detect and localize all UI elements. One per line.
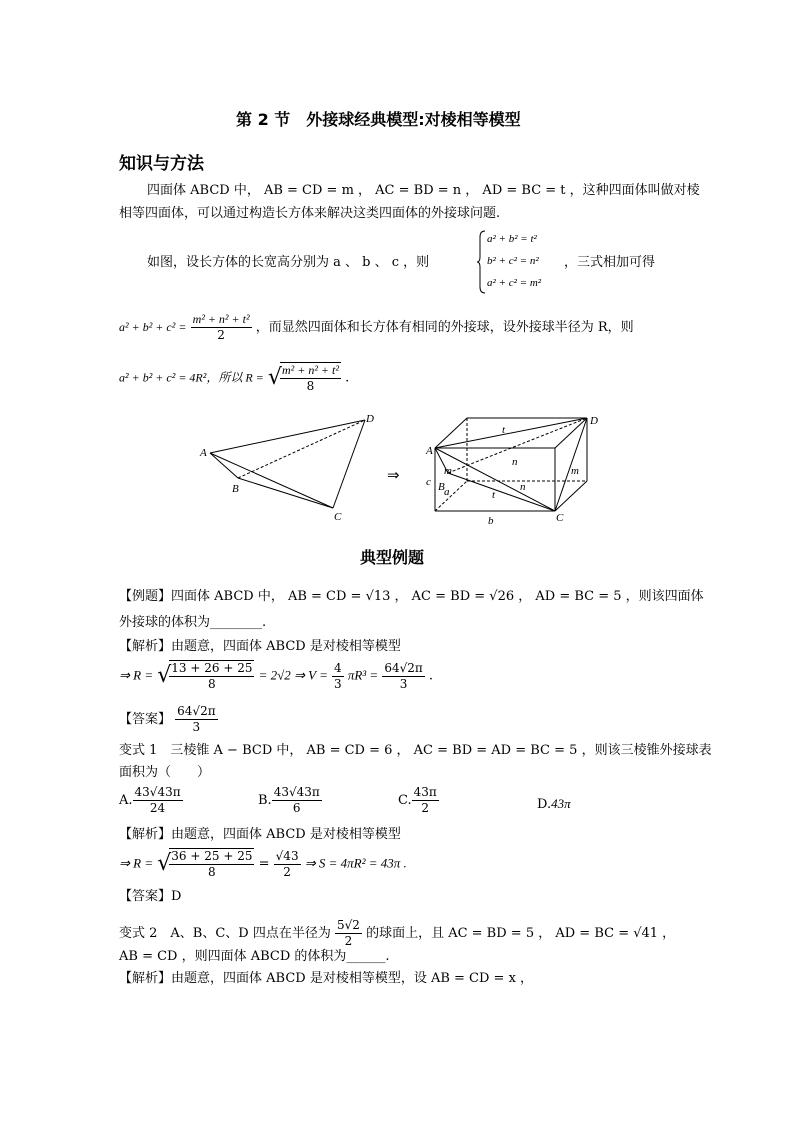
knowledge-line-3 [119, 312, 634, 343]
svg-text:m: m [444, 465, 452, 477]
right-label-b: B [438, 481, 445, 493]
svg-text:c: c [426, 476, 431, 488]
example-3-analysis: 【解析】由题意，四面体 ABCD 是对棱相等模型，设 AB = CD = x ， [119, 971, 534, 986]
example-1-question-line-1: 【例题】四面体 ABCD 中， AB = CD = √13 ， AC = BD = √26 ， AD = BC = 5 ，则该四面体 [119, 589, 704, 604]
example-2-analysis: 【解析】由题意，四面体 ABCD 是对棱相等模型 [119, 827, 401, 842]
right-label-a: A [426, 445, 433, 457]
section-heading-examples: 典型例题 [360, 548, 425, 567]
example-1-question-line-2: 外接球的体积为________. [119, 615, 267, 630]
right-label-c: C [556, 512, 564, 524]
left-label-a: A [200, 447, 207, 459]
tetrahedron-figure [199, 413, 374, 523]
sqrt-sign: √ [267, 365, 282, 390]
example-2-answer: 【答案】D [119, 889, 182, 904]
knowledge-paragraph-1a: 四面体 ABCD 中， AB = CD = m ， AC = BD = n ， AD = BC = t ，这种四面体叫做对棱 [147, 183, 700, 198]
system-brace [476, 229, 486, 295]
example-2-option-a: A. $\frac{43√43\pi}{24}$ [119, 785, 181, 815]
knowledge-paragraph-2a: 如图，设长方体的长宽高分别为 a 、 b 、 c ，则 [147, 255, 430, 270]
knowledge-paragraph-1b: 相等四面体，可以通过构造长方体来解决这类四面体的外接球问题. [119, 206, 501, 221]
right-label-d: D [590, 415, 598, 427]
knowledge-paragraph-2b: ，三式相加可得 [564, 255, 656, 270]
radius-expression: a² + b² + c² = 4R²，所以 R = [119, 370, 264, 385]
left-label-c: C [334, 511, 342, 523]
section-heading-knowledge: 知识与方法 [119, 154, 204, 174]
left-label-d: D [366, 413, 374, 425]
svg-text:b: b [488, 515, 494, 527]
system-eq-3: a² + c² = m² [487, 277, 542, 289]
svg-text:n: n [520, 481, 526, 493]
example-1-analysis: 【解析】由题意，四面体 ABCD 是对棱相等模型 [119, 639, 401, 654]
implies-arrow: ⇒ [387, 468, 400, 484]
box-figure [425, 415, 598, 527]
system-eq-1: a² + b² = t² [487, 233, 537, 245]
svg-text:t: t [492, 489, 496, 501]
example-2-question-line-2: 面积为（ ） [119, 765, 211, 780]
example-2-option-d: D.43π [537, 796, 571, 812]
example-3-question-line-1: 变式 2 A、B、C、D 四点在半径为 $\frac{5√2}{2}$ 的球面上，且 AC = BD = 5 ， AD = BC = √41 ， [119, 918, 676, 948]
example-2-question-line-1: 变式 1 三棱锥 A − BCD 中， AB = CD = 6 ， AC = BD = AD = BC = 5 ，则该三棱锥外接球表 [119, 743, 712, 758]
sum-expression: a² + b² + c² = [119, 320, 187, 334]
svg-text:n: n [512, 456, 518, 468]
knowledge-paragraph-3b: ，而显然四面体和长方体有相同的外接球，设外接球半径为 R，则 [255, 320, 634, 335]
page-title: 第 2 节 外接球经典模型:对棱相等模型 [236, 110, 521, 129]
example-2-option-b: B. $\frac{43√43\pi}{6}$ [258, 785, 320, 815]
radius-fraction: $\frac{\text{m² + n² + t²}}{8}$ [281, 363, 339, 393]
answer-label: 【答案】 [119, 712, 172, 727]
system-eq-2: b² + c² = n² [487, 255, 539, 267]
example-1-derivation: ⇒ R = √ $\frac{13 + 26 + 25}{8}$ = 2√2 ⇒ V = $\frac{4}{3}$ πR³ = $\frac{64√2\pi}{3}$ . [119, 660, 434, 691]
example-3-question-line-2: AB = CD ，则四面体 ABCD 的体积为______. [119, 949, 390, 964]
svg-text:m: m [571, 465, 579, 477]
figure-tetrahedron-box [190, 408, 610, 533]
left-label-b: B [232, 483, 239, 495]
example-1-answer: 【答案】 $\frac{64√2\pi}{3}$ [119, 704, 216, 734]
svg-text:a: a [444, 486, 450, 498]
knowledge-line-4: a² + b² + c² = 4R²，所以 R = √ $\frac{\text{m² + n² + t²}}{8}$ . [119, 363, 350, 393]
svg-text:t: t [502, 424, 506, 436]
sum-fraction: $\frac{\text{m² + n² + t²}}{2}$ [192, 312, 250, 342]
example-2-option-c: C. $\frac{43\pi}{2}$ [398, 785, 437, 815]
example-2-derivation: ⇒ R = √ $\frac{36 + 25 + 25}{8}$ = $\frac{√43}{2}$ ⇒ S = 4πR² = 43π . [119, 848, 407, 879]
